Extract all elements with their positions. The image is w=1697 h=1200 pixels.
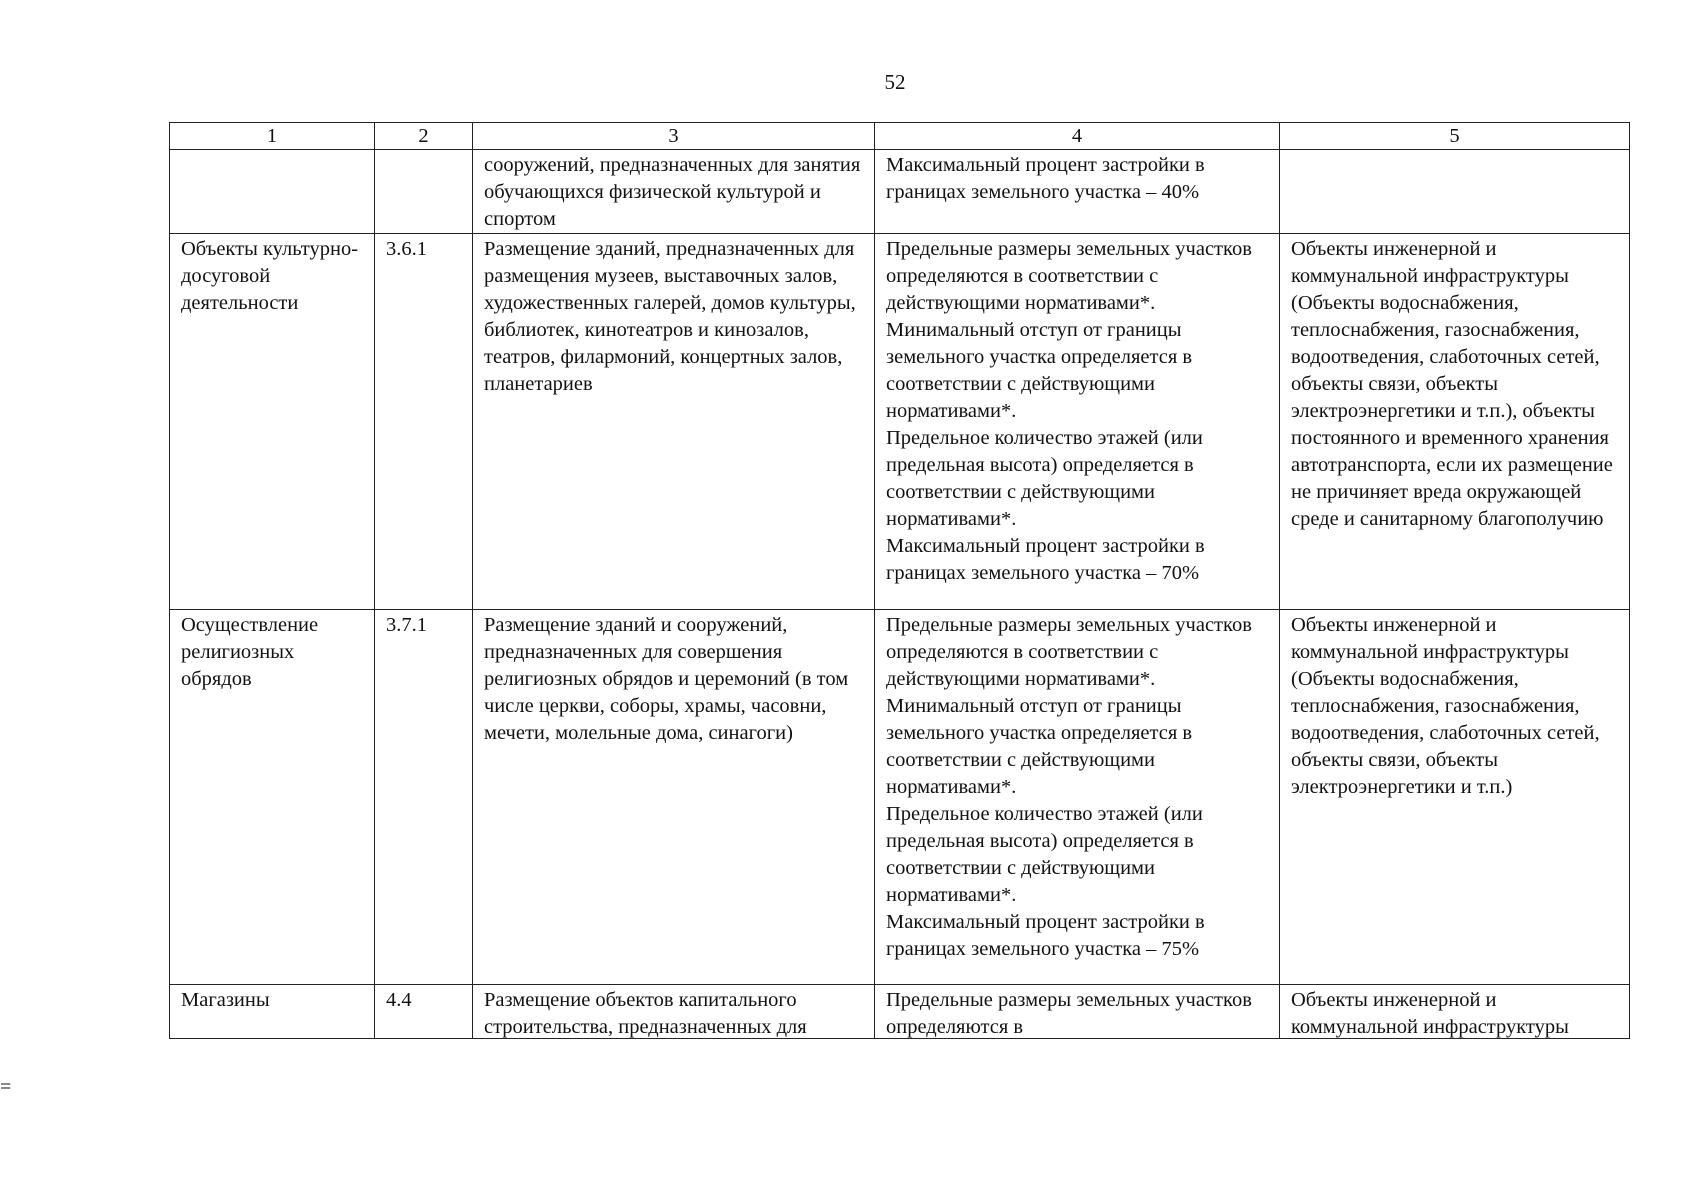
parameter-text: Максимальный процент застройки в границах земельного участка – 75% bbox=[886, 911, 1205, 960]
use-name-cell: Объекты культурно-досуговой деятельности bbox=[170, 234, 375, 610]
cell-text: Магазины bbox=[181, 989, 270, 1011]
parameter-text: Максимальный процент застройки в границах земельного участка – 40% bbox=[886, 154, 1205, 203]
parameter-text: Предельное количество этажей (или предельная высота) определяется в соответствии с действующими нормативами*. bbox=[886, 427, 1203, 530]
use-name-cell: Осуществление религиозных обрядов bbox=[170, 610, 375, 985]
auxiliary-uses-cell: Объекты инженерной и коммунальной инфраструктуры (Объекты водоснабжения, теплоснабжения, газоснабжения, водоотведения, слаботочных сетей, объекты связи, объекты электроэнергетики и т.п.), объекты постоянного и временного хранения автотранспорта, если их размещение не причиняет вреда окружающей среде и санитарному благополучию bbox=[1280, 234, 1630, 610]
building-parameters-cell bbox=[875, 150, 1280, 234]
building-parameters-cell bbox=[875, 234, 1280, 610]
use-name-cell bbox=[170, 985, 375, 1039]
use-name-cell bbox=[170, 150, 375, 234]
table-row-religious bbox=[170, 610, 1630, 985]
use-description-cell bbox=[473, 985, 875, 1039]
page-number: 52 bbox=[884, 70, 906, 94]
use-code-cell: 3.7.1 bbox=[375, 610, 473, 985]
auxiliary-uses-cell bbox=[1280, 985, 1630, 1039]
zoning-table bbox=[169, 122, 1630, 1039]
use-code-cell bbox=[375, 985, 473, 1039]
parameter-text: Предельные размеры земельных участков определяются в bbox=[886, 989, 1252, 1038]
cell-text: 4.4 bbox=[386, 989, 412, 1011]
parameter-text: Минимальный отступ от границы земельного участка определяется в соответствии с действующими нормативами*. bbox=[886, 319, 1193, 422]
parameter-text: Минимальный отступ от границы земельного участка определяется в соответствии с действующими нормативами*. bbox=[886, 695, 1193, 798]
column-header-4: 4 bbox=[875, 123, 1280, 150]
parameter-text: Максимальный процент застройки в границах земельного участка – 70% bbox=[886, 535, 1205, 584]
auxiliary-uses-cell bbox=[1280, 150, 1630, 234]
use-code-cell bbox=[375, 150, 473, 234]
parameter-text: Предельное количество этажей (или предельная высота) определяется в соответствии с действующими нормативами*. bbox=[886, 803, 1203, 906]
table-row-shops bbox=[170, 985, 1630, 1039]
use-description-cell: Размещение зданий и сооружений, предназначенных для совершения религиозных обрядов и церемоний (в том числе церкви, соборы, храмы, часовни, мечети, молельные дома, синагоги) bbox=[473, 610, 875, 985]
table-row-cultural bbox=[170, 234, 1630, 610]
cell-text: Размещение объектов капитального строительства, предназначенных для bbox=[484, 989, 807, 1038]
column-header-5: 5 bbox=[1280, 123, 1630, 150]
table-row-continuation bbox=[170, 150, 1630, 234]
building-parameters-cell bbox=[875, 985, 1280, 1039]
cell-text: Объекты инженерной и коммунальной инфраструктуры bbox=[1291, 989, 1569, 1038]
use-code-cell: 3.6.1 bbox=[375, 234, 473, 610]
margin-mark: = bbox=[0, 1076, 12, 1098]
column-header-2: 2 bbox=[375, 123, 473, 150]
column-header-3: 3 bbox=[473, 123, 875, 150]
parameter-text: Предельные размеры земельных участков определяются в соответствии с действующими нормативами*. bbox=[886, 238, 1252, 314]
parameter-text: Предельные размеры земельных участков определяются в соответствии с действующими нормативами*. bbox=[886, 614, 1252, 690]
header-row bbox=[170, 123, 1630, 150]
building-parameters-cell bbox=[875, 610, 1280, 985]
column-header-1: 1 bbox=[170, 123, 375, 150]
use-description-cell: Размещение зданий, предназначенных для размещения музеев, выставочных залов, художественных галерей, домов культуры, библиотек, кинотеатров и кинозалов, театров, филармоний, концертных залов, планетариев bbox=[473, 234, 875, 610]
auxiliary-uses-cell: Объекты инженерной и коммунальной инфраструктуры (Объекты водоснабжения, теплоснабжения, газоснабжения, водоотведения, слаботочных сетей, объекты связи, объекты электроэнергетики и т.п.) bbox=[1280, 610, 1630, 985]
use-description-cell: сооружений, предназначенных для занятия обучающихся физической культурой и спортом bbox=[473, 150, 875, 234]
